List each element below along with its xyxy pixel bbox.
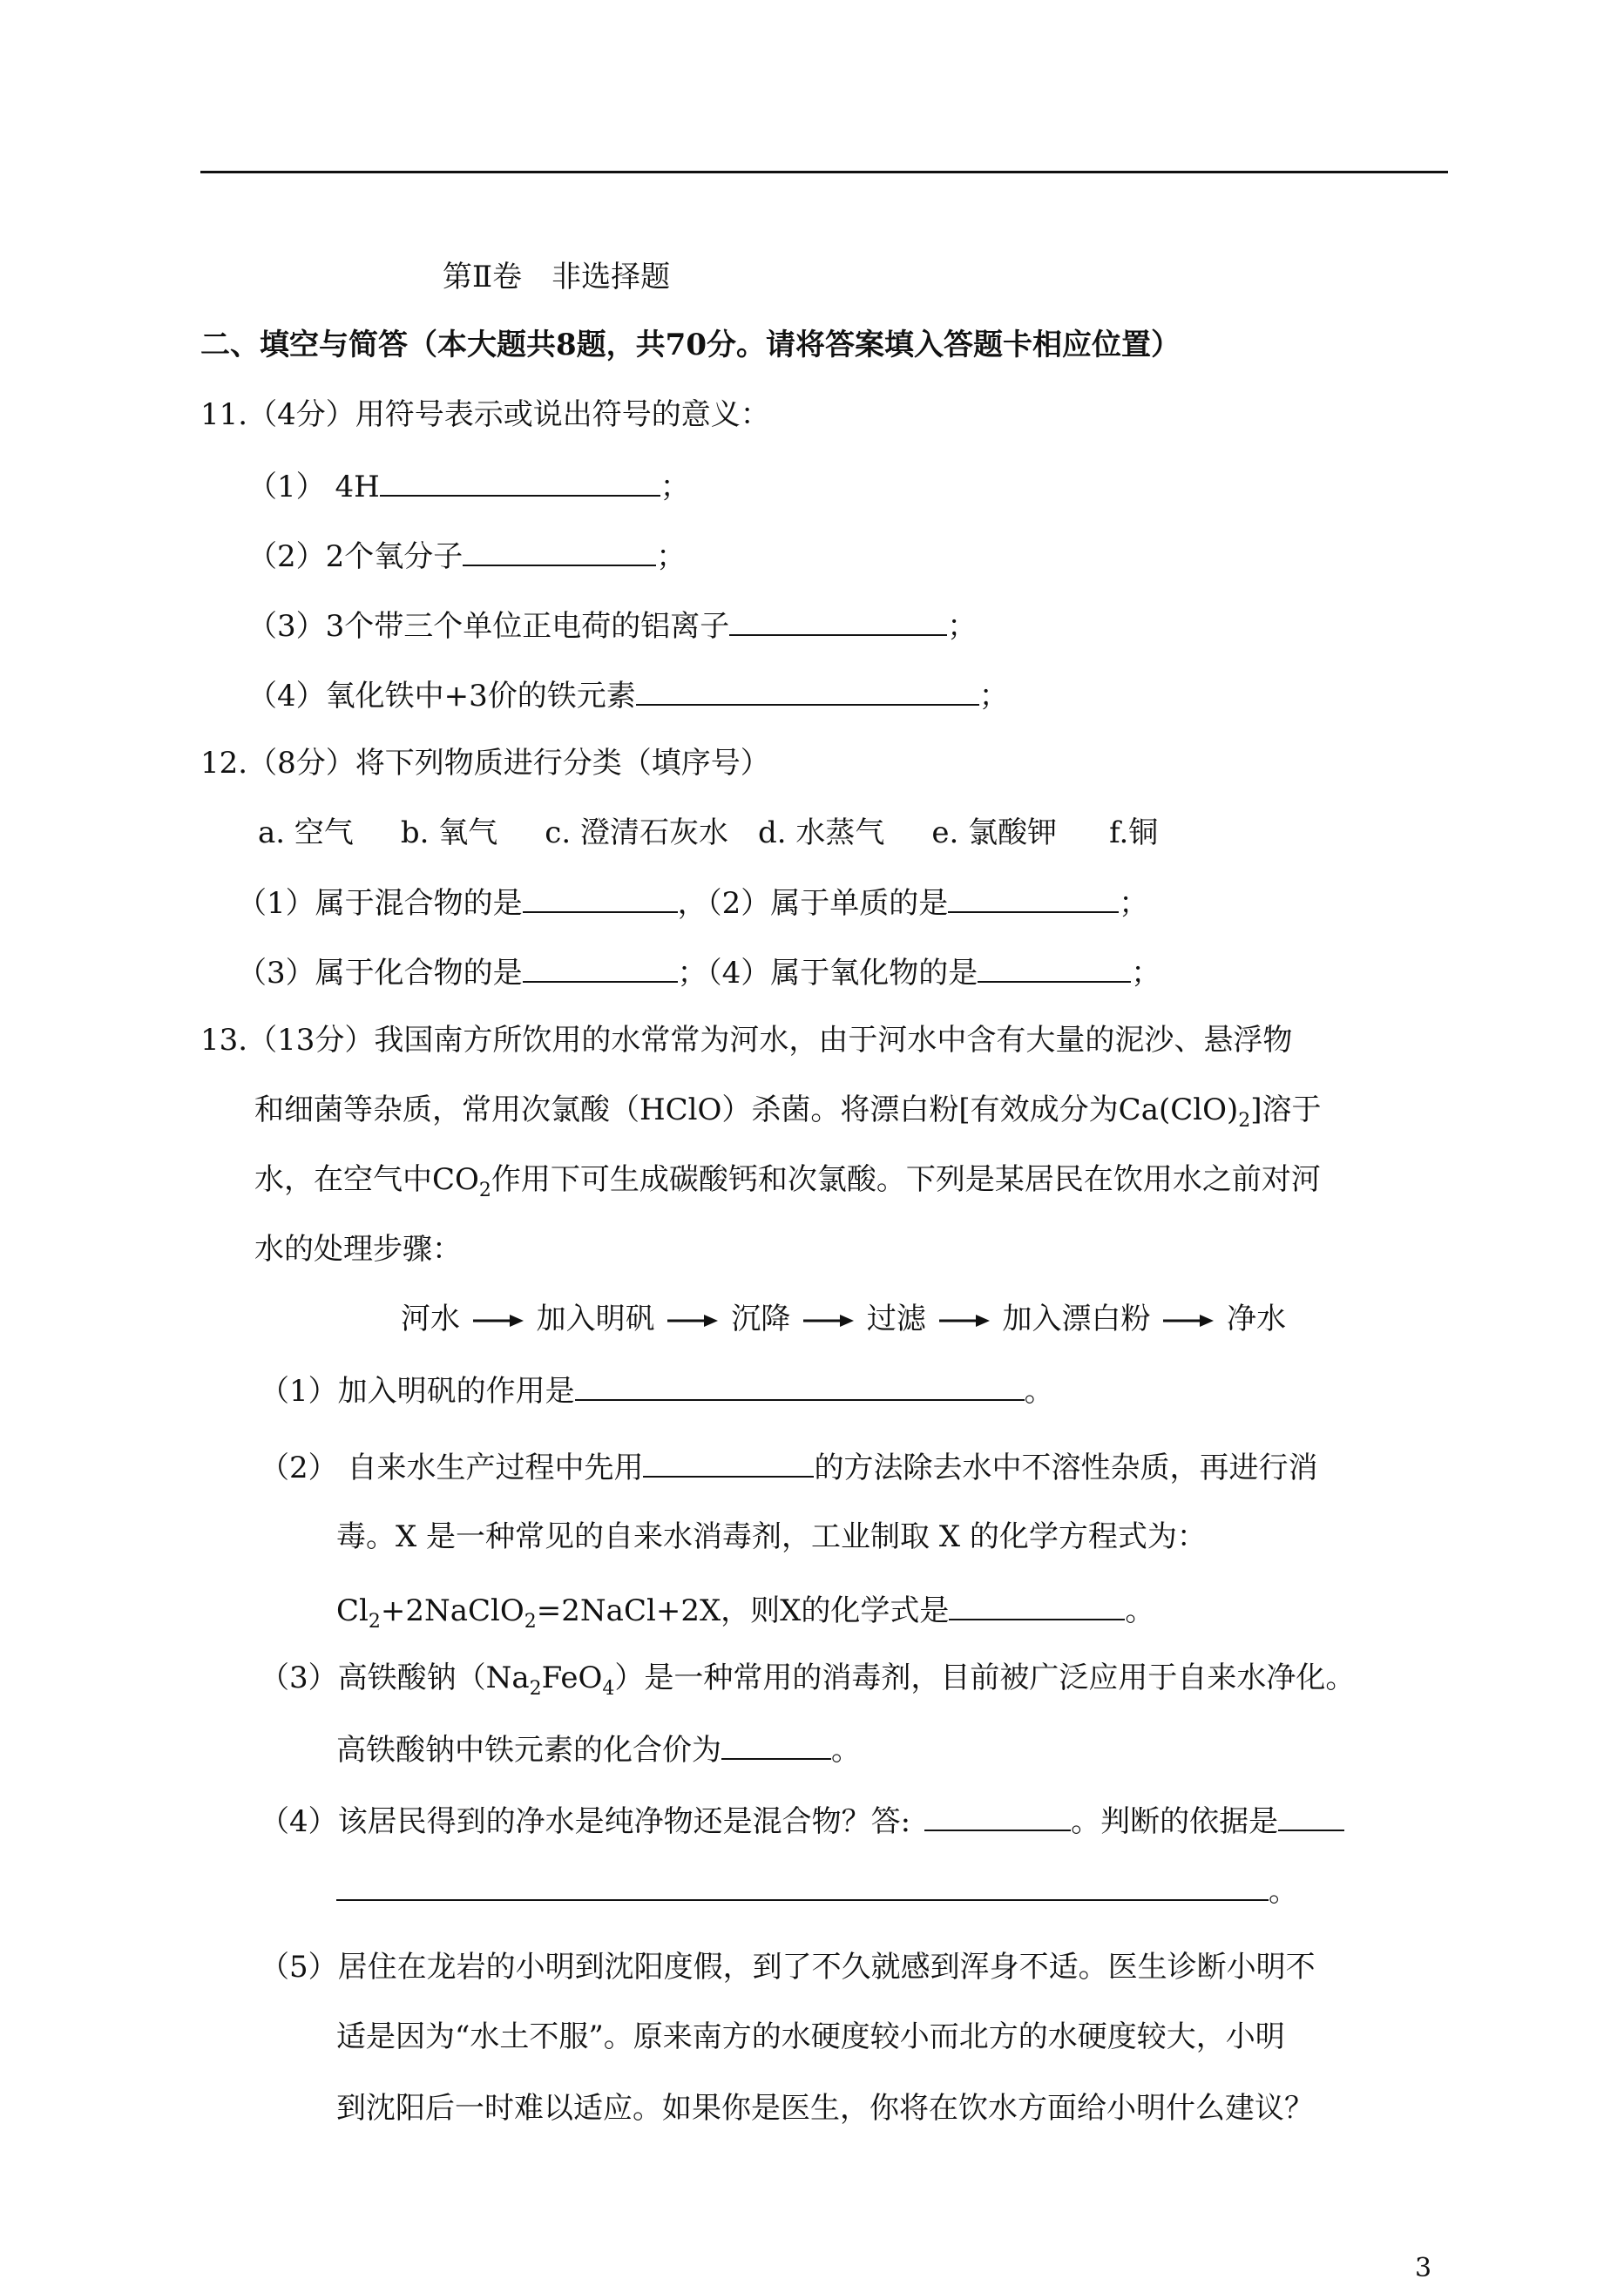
q13-part-4 xyxy=(260,1802,1344,1839)
q13-line-2 xyxy=(254,1092,1322,1132)
subscript: 2 xyxy=(368,1610,381,1633)
q13-part-2-text: （2） 自来水生产过程中先用 xyxy=(260,1451,644,1485)
subscript: 2 xyxy=(478,1179,491,1201)
flow-step-1: 河水 xyxy=(401,1302,460,1336)
arrow-right-icon xyxy=(939,1314,990,1328)
option-f: f.铜 xyxy=(1109,815,1159,850)
q12-row-end: ； xyxy=(1131,956,1161,991)
item-text: 氧化铁中+3价的铁元素 xyxy=(325,679,636,714)
item-tail: ； xyxy=(947,609,978,644)
q13-part-3-line-2-text: 高铁酸钠中铁元素的化合价为 xyxy=(336,1733,721,1768)
q13-part-1-end: 。 xyxy=(1024,1374,1054,1409)
flow-step-5: 加入漂白粉 xyxy=(1002,1302,1151,1336)
q13-part-1 xyxy=(260,1371,1054,1409)
q13-part-3-text-end: ）是一种常用的消毒剂，目前被广泛应用于自来水净化。 xyxy=(614,1661,1356,1695)
q13-line-3-text: 水，在空气中CO xyxy=(254,1162,479,1197)
subscript: 4 xyxy=(602,1677,615,1700)
subscript: 2 xyxy=(1238,1109,1251,1132)
q13-part-4-end: 。 xyxy=(1269,1874,1298,1909)
q13-line-3 xyxy=(254,1162,1321,1201)
q13-line-4: 水的处理步骤： xyxy=(254,1232,462,1267)
q13-part-2 xyxy=(260,1448,1317,1485)
header-rule xyxy=(200,171,1448,173)
option-c: c. 澄清石灰水 xyxy=(545,815,728,850)
q12-options xyxy=(258,815,1158,850)
option-a: a. 空气 xyxy=(258,815,354,850)
q13-line-3-text-end: 作用下可生成碳酸钙和次氯酸。下列是某居民在饮用水之前对河 xyxy=(491,1162,1321,1197)
q12-prompt-4: ；（4）属于氧化物的是 xyxy=(677,956,978,991)
item-tail: ； xyxy=(978,679,1009,714)
process-flow xyxy=(401,1302,1286,1336)
option-d: d. 水蒸气 xyxy=(757,815,885,850)
equation-text: =2NaCl+2X，则X的化学式是 xyxy=(536,1593,950,1628)
answer-blank[interactable] xyxy=(523,883,678,913)
q13-part-3-line-2 xyxy=(336,1730,861,1768)
answer-blank[interactable] xyxy=(949,1591,1125,1620)
page-number: 3 xyxy=(1415,2253,1432,2283)
flow-step-3: 沉降 xyxy=(731,1302,791,1336)
item-label: （3） xyxy=(247,609,326,644)
equation-text: +2NaClO xyxy=(380,1593,524,1628)
q13-part-3-end: 。 xyxy=(831,1733,861,1768)
arrow-right-icon xyxy=(1163,1314,1214,1328)
q13-part-4-text-end: 。判断的依据是 xyxy=(1071,1804,1279,1839)
option-b: b. 氧气 xyxy=(400,815,498,850)
q13-part-4-text: （4）该居民得到的净水是纯净物还是混合物？答: xyxy=(260,1804,911,1839)
equation-text: Cl xyxy=(336,1593,369,1628)
q13-part-3-text: FeO xyxy=(541,1661,603,1695)
answer-blank[interactable] xyxy=(729,606,947,636)
answer-blank[interactable] xyxy=(636,676,979,706)
section-title: 第Ⅱ卷 非选择题 xyxy=(443,260,671,294)
answer-blank[interactable] xyxy=(575,1371,1025,1401)
answer-blank[interactable] xyxy=(978,953,1131,983)
item-label: （4） xyxy=(247,679,326,714)
item-label: （1） xyxy=(247,470,326,504)
answer-blank[interactable] xyxy=(380,467,660,497)
answer-blank[interactable] xyxy=(643,1448,814,1478)
answer-blank[interactable] xyxy=(948,883,1119,913)
q12-prompt-2: ，（2）属于单质的是 xyxy=(677,886,949,921)
q11-item-3 xyxy=(247,606,977,644)
q13-part-5-line-3: 到沈阳后一时难以适应。如果你是医生，你将在饮水方面给小明什么建议？ xyxy=(336,2091,1314,2126)
answer-blank[interactable] xyxy=(523,953,678,983)
part-heading: 二、填空与简答（本大题共8题，共70分。请将答案填入答题卡相应位置） xyxy=(200,328,1181,362)
q13-part-1-text: （1）加入明矾的作用是 xyxy=(260,1374,575,1409)
q12-row-end: ； xyxy=(1119,886,1149,921)
item-label: （2） xyxy=(247,539,326,574)
answer-blank[interactable] xyxy=(463,537,656,566)
q13-line-2-text: 和细菌等杂质，常用次氯酸（HClO）杀菌。将漂白粉[有效成分为Ca(ClO) xyxy=(254,1092,1239,1127)
item-tail: ； xyxy=(660,470,690,504)
arrow-right-icon xyxy=(473,1314,524,1328)
q13-part-5-line-2: 适是因为“水土不服”。原来南方的水硬度较小而北方的水硬度较大，小明 xyxy=(336,2019,1285,2054)
subscript: 2 xyxy=(524,1610,537,1633)
q13-part-3 xyxy=(260,1661,1356,1700)
item-text: 3个带三个单位正电荷的铝离子 xyxy=(325,609,730,644)
item-text: 2个氧分子 xyxy=(325,539,464,574)
item-text: 4H xyxy=(325,470,380,504)
q11-stem: 11.（4分）用符号表示或说出符号的意义： xyxy=(200,397,770,432)
q13-part-5-line-1: （5）居住在龙岩的小明到沈阳度假，到了不久就感到浑身不适。医生诊断小明不 xyxy=(260,1950,1316,1985)
q11-item-4 xyxy=(247,676,1009,714)
q12-row-1 xyxy=(237,883,1148,921)
q13-part-2-text-end: 的方法除去水中不溶性杂质，再进行消 xyxy=(814,1451,1318,1485)
q13-line-2-text-end: ]溶于 xyxy=(1250,1092,1322,1127)
q13-part-4-line-2 xyxy=(336,1871,1298,1909)
flow-step-2: 加入明矾 xyxy=(536,1302,655,1336)
q13-part-2-equation xyxy=(336,1591,1155,1633)
arrow-right-icon xyxy=(667,1314,718,1328)
option-e: e. 氯酸钾 xyxy=(931,815,1058,850)
q13-part-2-line-2: 毒。X 是一种常见的自来水消毒剂，工业制取 X 的化学方程式为： xyxy=(336,1519,1207,1554)
flow-step-4: 过滤 xyxy=(866,1302,926,1336)
arrow-right-icon xyxy=(803,1314,854,1328)
answer-blank[interactable] xyxy=(924,1802,1071,1831)
q11-item-2 xyxy=(247,537,686,574)
q13-line-1: 13.（13分）我国南方所饮用的水常常为河水，由于河水中含有大量的泥沙、悬浮物 xyxy=(200,1023,1293,1058)
flow-step-6: 净水 xyxy=(1227,1302,1287,1336)
q13-part-3-text: （3）高铁酸钠（Na xyxy=(260,1661,530,1695)
q12-row-2 xyxy=(237,953,1160,991)
q11-item-1 xyxy=(247,467,690,504)
q12-prompt-1: （1）属于混合物的是 xyxy=(237,886,523,921)
q12-prompt-3: （3）属于化合物的是 xyxy=(237,956,523,991)
item-tail: ； xyxy=(656,539,687,574)
answer-blank[interactable] xyxy=(1278,1802,1344,1831)
subscript: 2 xyxy=(529,1677,542,1700)
equation-end: 。 xyxy=(1125,1593,1155,1628)
answer-blank[interactable] xyxy=(336,1871,1269,1901)
answer-blank[interactable] xyxy=(721,1730,831,1760)
q12-stem: 12.（8分）将下列物质进行分类（填序号） xyxy=(200,746,770,781)
